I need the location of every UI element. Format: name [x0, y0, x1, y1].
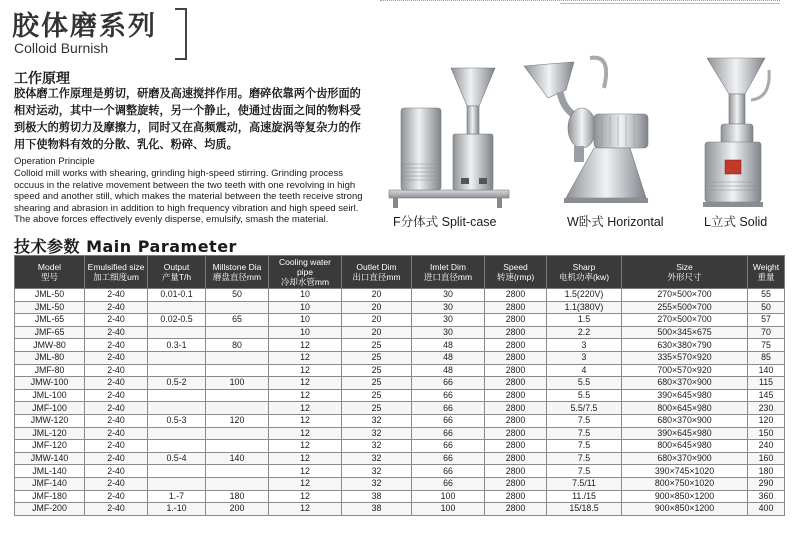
cell-cooling-water-pipe: 12	[269, 414, 342, 427]
cell-cooling-water-pipe: 12	[269, 452, 342, 465]
cell-model: JMW-100	[15, 377, 85, 390]
cell-size: 900×850×1200	[622, 490, 748, 503]
cell-size: 390×645×980	[622, 389, 748, 402]
solid-caption: L立式 Solid	[704, 215, 768, 229]
principle-heading-cn: 工作原理	[14, 71, 70, 87]
cell-sharp: 7.5	[547, 465, 622, 478]
cell-inlet-dim: 30	[412, 326, 485, 339]
cell-millstone-dia	[206, 351, 269, 364]
table-row	[15, 402, 785, 415]
cell-model: JMF-180	[15, 490, 85, 503]
cell-speed: 2800	[485, 364, 547, 377]
cell-emulsified-size: 2-40	[85, 301, 148, 314]
cell-speed: 2800	[485, 465, 547, 478]
cell-weight: 240	[748, 440, 785, 453]
cell-cooling-water-pipe: 10	[269, 326, 342, 339]
cell-model: JMF-65	[15, 326, 85, 339]
cell-weight: 360	[748, 490, 785, 503]
cell-speed: 2800	[485, 477, 547, 490]
cell-outlet-dim: 25	[342, 389, 412, 402]
cell-cooling-water-pipe: 12	[269, 364, 342, 377]
col-header-weight: Weight 重量	[748, 256, 785, 289]
cell-inlet-dim: 66	[412, 477, 485, 490]
cell-millstone-dia	[206, 477, 269, 490]
table-body	[15, 289, 785, 516]
cell-weight: 120	[748, 414, 785, 427]
cell-millstone-dia	[206, 465, 269, 478]
cell-model: JML-140	[15, 465, 85, 478]
cell-speed: 2800	[485, 326, 547, 339]
parameter-heading: 技术参数 Main Parameter	[14, 237, 237, 256]
cell-millstone-dia: 50	[206, 289, 269, 302]
principle-heading-en: Operation Principle	[14, 156, 95, 167]
cell-size: 500×345×675	[622, 326, 748, 339]
top-decorative-line	[380, 0, 780, 1]
cell-cooling-water-pipe: 12	[269, 503, 342, 516]
cell-weight: 150	[748, 427, 785, 440]
cell-emulsified-size: 2-40	[85, 351, 148, 364]
cell-output: 0.5-4	[148, 452, 206, 465]
cell-cooling-water-pipe: 12	[269, 440, 342, 453]
cell-speed: 2800	[485, 414, 547, 427]
cell-output	[148, 351, 206, 364]
cell-cooling-water-pipe: 10	[269, 289, 342, 302]
cell-inlet-dim: 66	[412, 402, 485, 415]
cell-speed: 2800	[485, 503, 547, 516]
cell-speed: 2800	[485, 339, 547, 352]
cell-inlet-dim: 30	[412, 301, 485, 314]
cell-model: JMF-80	[15, 364, 85, 377]
table-row	[15, 414, 785, 427]
table-row	[15, 326, 785, 339]
col-header-speed: Speed 转速(rmp)	[485, 256, 547, 289]
cell-output: 0.02-0.5	[148, 314, 206, 327]
cell-size: 335×570×920	[622, 351, 748, 364]
cell-weight: 75	[748, 339, 785, 352]
table-row	[15, 503, 785, 516]
cell-emulsified-size: 2-40	[85, 314, 148, 327]
cell-emulsified-size: 2-40	[85, 289, 148, 302]
cell-cooling-water-pipe: 10	[269, 301, 342, 314]
cell-outlet-dim: 20	[342, 301, 412, 314]
cell-sharp: 15/18.5	[547, 503, 622, 516]
table-row	[15, 314, 785, 327]
cell-size: 270×500×700	[622, 314, 748, 327]
cell-model: JML-100	[15, 389, 85, 402]
table-row	[15, 389, 785, 402]
cell-sharp: 5.5	[547, 377, 622, 390]
cell-model: JMF-140	[15, 477, 85, 490]
cell-inlet-dim: 30	[412, 289, 485, 302]
parameter-table	[14, 255, 785, 516]
cell-output	[148, 440, 206, 453]
cell-speed: 2800	[485, 301, 547, 314]
cell-inlet-dim: 66	[412, 440, 485, 453]
cell-millstone-dia: 180	[206, 490, 269, 503]
cell-emulsified-size: 2-40	[85, 414, 148, 427]
cell-speed: 2800	[485, 389, 547, 402]
cell-emulsified-size: 2-40	[85, 490, 148, 503]
cell-sharp: 7.5	[547, 452, 622, 465]
cell-millstone-dia	[206, 301, 269, 314]
cell-outlet-dim: 32	[342, 427, 412, 440]
cell-millstone-dia	[206, 402, 269, 415]
cell-output: 1.-10	[148, 503, 206, 516]
cell-millstone-dia: 140	[206, 452, 269, 465]
cell-size: 800×645×980	[622, 402, 748, 415]
page-title-en: Colloid Burnish	[14, 40, 109, 56]
cell-weight: 55	[748, 289, 785, 302]
cell-cooling-water-pipe: 12	[269, 477, 342, 490]
cell-inlet-dim: 48	[412, 339, 485, 352]
cell-millstone-dia: 65	[206, 314, 269, 327]
cell-weight: 140	[748, 364, 785, 377]
principle-text-cn: 胶体磨工作原理是剪切，研磨及高速搅拌作用。磨碎依靠两个齿形面的相对运动，其中一个调整旋转，另一个静止，使通过齿面之间的物料受到极大的剪切力及摩擦力，同时又在高频震动，高速旋涡等复杂力的作用下使物料有效的分散、乳化、粉碎、均质。	[14, 87, 361, 151]
cell-output	[148, 477, 206, 490]
cell-inlet-dim: 66	[412, 414, 485, 427]
cell-outlet-dim: 20	[342, 326, 412, 339]
cell-inlet-dim: 66	[412, 427, 485, 440]
cell-sharp: 1.5	[547, 314, 622, 327]
cell-size: 680×370×900	[622, 414, 748, 427]
cell-model: JMF-100	[15, 402, 85, 415]
cell-outlet-dim: 38	[342, 490, 412, 503]
cell-size: 390×745×1020	[622, 465, 748, 478]
cell-outlet-dim: 32	[342, 452, 412, 465]
cell-size: 800×750×1020	[622, 477, 748, 490]
table-header-row	[15, 256, 785, 289]
cell-inlet-dim: 48	[412, 364, 485, 377]
cell-emulsified-size: 2-40	[85, 364, 148, 377]
table-row	[15, 377, 785, 390]
cell-sharp: 3	[547, 351, 622, 364]
cell-inlet-dim: 100	[412, 503, 485, 516]
cell-outlet-dim: 32	[342, 414, 412, 427]
col-header-sharp: Sharp 电机功率(kw)	[547, 256, 622, 289]
col-header-cooling-water-pipe: Cooling water pipe 冷却水管mm	[269, 256, 342, 289]
cell-output: 1.-7	[148, 490, 206, 503]
cell-model: JML-120	[15, 427, 85, 440]
table-row	[15, 301, 785, 314]
cell-output: 0.5-2	[148, 377, 206, 390]
cell-size: 680×370×900	[622, 377, 748, 390]
cell-inlet-dim: 66	[412, 389, 485, 402]
cell-outlet-dim: 25	[342, 402, 412, 415]
cell-speed: 2800	[485, 440, 547, 453]
split-case-caption: F分体式 Split-case	[393, 215, 497, 229]
cell-weight: 115	[748, 377, 785, 390]
cell-speed: 2800	[485, 427, 547, 440]
cell-model: JML-65	[15, 314, 85, 327]
cell-output: 0.3-1	[148, 339, 206, 352]
cell-model: JMF-200	[15, 503, 85, 516]
cell-emulsified-size: 2-40	[85, 339, 148, 352]
cell-cooling-water-pipe: 12	[269, 339, 342, 352]
cell-outlet-dim: 20	[342, 314, 412, 327]
cell-sharp: 7.5	[547, 427, 622, 440]
page-title-cn: 胶体磨系列	[12, 11, 157, 42]
cell-weight: 180	[748, 465, 785, 478]
cell-emulsified-size: 2-40	[85, 440, 148, 453]
cell-emulsified-size: 2-40	[85, 402, 148, 415]
cell-sharp: 7.5	[547, 440, 622, 453]
cell-weight: 57	[748, 314, 785, 327]
cell-size: 630×380×790	[622, 339, 748, 352]
cell-size: 390×645×980	[622, 427, 748, 440]
cell-millstone-dia	[206, 364, 269, 377]
split-case-machine-image	[385, 60, 515, 210]
cell-output	[148, 402, 206, 415]
cell-weight: 230	[748, 402, 785, 415]
table-row	[15, 427, 785, 440]
cell-sharp: 7.5	[547, 414, 622, 427]
cell-speed: 2800	[485, 490, 547, 503]
cell-output: 0.01-0.1	[148, 289, 206, 302]
table-row	[15, 289, 785, 302]
cell-sharp: 1.1(380V)	[547, 301, 622, 314]
cell-model: JMW-140	[15, 452, 85, 465]
table-row	[15, 477, 785, 490]
cell-emulsified-size: 2-40	[85, 427, 148, 440]
cell-millstone-dia: 100	[206, 377, 269, 390]
cell-millstone-dia: 120	[206, 414, 269, 427]
cell-cooling-water-pipe: 12	[269, 351, 342, 364]
col-header-outlet-dim: Outlet Dim 出口直径mm	[342, 256, 412, 289]
cell-output	[148, 364, 206, 377]
solid-machine-image	[695, 50, 785, 210]
cell-outlet-dim: 38	[342, 503, 412, 516]
cell-emulsified-size: 2-40	[85, 326, 148, 339]
cell-inlet-dim: 66	[412, 452, 485, 465]
cell-millstone-dia	[206, 427, 269, 440]
cell-cooling-water-pipe: 12	[269, 402, 342, 415]
cell-model: JMW-120	[15, 414, 85, 427]
cell-sharp: 7.5/11	[547, 477, 622, 490]
cell-size: 255×500×700	[622, 301, 748, 314]
cell-output	[148, 465, 206, 478]
table-row	[15, 465, 785, 478]
cell-speed: 2800	[485, 351, 547, 364]
cell-size: 700×570×920	[622, 364, 748, 377]
cell-cooling-water-pipe: 12	[269, 427, 342, 440]
col-header-emulsified-size: Emulsified size 加工细度um	[85, 256, 148, 289]
cell-speed: 2800	[485, 452, 547, 465]
cell-cooling-water-pipe: 12	[269, 465, 342, 478]
cell-model: JML-80	[15, 351, 85, 364]
cell-size: 270×500×700	[622, 289, 748, 302]
cell-model: JMF-120	[15, 440, 85, 453]
cell-cooling-water-pipe: 12	[269, 389, 342, 402]
cell-outlet-dim: 25	[342, 351, 412, 364]
cell-sharp: 3	[547, 339, 622, 352]
cell-inlet-dim: 30	[412, 314, 485, 327]
cell-output	[148, 301, 206, 314]
cell-speed: 2800	[485, 377, 547, 390]
cell-inlet-dim: 66	[412, 377, 485, 390]
cell-sharp: 11./15	[547, 490, 622, 503]
cell-emulsified-size: 2-40	[85, 477, 148, 490]
cell-outlet-dim: 20	[342, 289, 412, 302]
cell-weight: 85	[748, 351, 785, 364]
cell-weight: 145	[748, 389, 785, 402]
col-header-model: Model 型号	[15, 256, 85, 289]
cell-cooling-water-pipe: 10	[269, 314, 342, 327]
cell-outlet-dim: 25	[342, 377, 412, 390]
cell-millstone-dia	[206, 326, 269, 339]
cell-weight: 50	[748, 301, 785, 314]
cell-millstone-dia	[206, 440, 269, 453]
cell-emulsified-size: 2-40	[85, 465, 148, 478]
cell-sharp: 4	[547, 364, 622, 377]
cell-sharp: 5.5/7.5	[547, 402, 622, 415]
cell-size: 900×850×1200	[622, 503, 748, 516]
cell-outlet-dim: 32	[342, 440, 412, 453]
cell-emulsified-size: 2-40	[85, 389, 148, 402]
table-row	[15, 351, 785, 364]
cell-sharp: 5.5	[547, 389, 622, 402]
cell-emulsified-size: 2-40	[85, 503, 148, 516]
cell-inlet-dim: 48	[412, 351, 485, 364]
cell-speed: 2800	[485, 289, 547, 302]
col-header-inlet-dim: Imlet Dim 进口直径mm	[412, 256, 485, 289]
principle-text-en: Colloid mill works with shearing, grinding high-speed stirring. Grinding process occuus in the relative movement between the two teeth with one revolving in high speed and another still, which makes the material between the teeth receive strong shearing and abrasion in addition to high frequency vibration and high speed seirl. The above forces effectively evenly disperse, emulsify, smash the material.	[14, 168, 363, 226]
cell-size: 800×645×980	[622, 440, 748, 453]
table-row	[15, 339, 785, 352]
cell-weight: 400	[748, 503, 785, 516]
cell-model: JMW-80	[15, 339, 85, 352]
cell-model: JML-50	[15, 301, 85, 314]
horizontal-machine-image	[520, 48, 660, 208]
top-decorative-line-2	[560, 3, 780, 4]
cell-outlet-dim: 32	[342, 465, 412, 478]
cell-sharp: 1.5(220V)	[547, 289, 622, 302]
cell-emulsified-size: 2-40	[85, 377, 148, 390]
cell-weight: 160	[748, 452, 785, 465]
horizontal-caption: W卧式 Horizontal	[567, 215, 664, 229]
cell-inlet-dim: 66	[412, 465, 485, 478]
cell-sharp: 2.2	[547, 326, 622, 339]
cell-outlet-dim: 32	[342, 477, 412, 490]
table-row	[15, 364, 785, 377]
cell-output: 0.5-3	[148, 414, 206, 427]
cell-cooling-water-pipe: 12	[269, 490, 342, 503]
title-bracket	[175, 8, 187, 60]
cell-weight: 290	[748, 477, 785, 490]
cell-output	[148, 389, 206, 402]
cell-model: JML-50	[15, 289, 85, 302]
cell-emulsified-size: 2-40	[85, 452, 148, 465]
cell-millstone-dia	[206, 389, 269, 402]
col-header-millstone-dia: Millstone Dia 磨盘直径mm	[206, 256, 269, 289]
cell-millstone-dia: 80	[206, 339, 269, 352]
cell-output	[148, 427, 206, 440]
cell-cooling-water-pipe: 12	[269, 377, 342, 390]
col-header-size: Size 外形尺寸	[622, 256, 748, 289]
cell-millstone-dia: 200	[206, 503, 269, 516]
cell-weight: 70	[748, 326, 785, 339]
col-header-output: Output 产量T/h	[148, 256, 206, 289]
table-row	[15, 490, 785, 503]
cell-speed: 2800	[485, 314, 547, 327]
table-row	[15, 452, 785, 465]
cell-outlet-dim: 25	[342, 364, 412, 377]
cell-speed: 2800	[485, 402, 547, 415]
table-row	[15, 440, 785, 453]
cell-outlet-dim: 25	[342, 339, 412, 352]
cell-output	[148, 326, 206, 339]
cell-inlet-dim: 100	[412, 490, 485, 503]
cell-size: 680×370×900	[622, 452, 748, 465]
